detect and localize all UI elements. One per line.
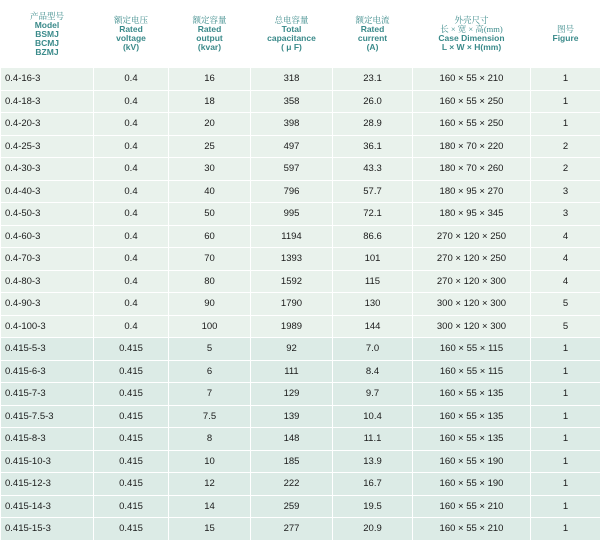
- current-cell: 8.4: [333, 360, 413, 383]
- output-cell: 20: [169, 113, 251, 136]
- table-row: [1, 135, 600, 158]
- output-cell: 8: [169, 428, 251, 451]
- model-cell: 0.4-30-3: [1, 158, 94, 181]
- dimension-cell: 160 × 55 × 250: [413, 113, 531, 136]
- capacitance-cell: 796: [251, 180, 333, 203]
- dimension-cell: 180 × 70 × 260: [413, 158, 531, 181]
- output-cell: 50: [169, 203, 251, 226]
- output-cell: 7: [169, 383, 251, 406]
- output-cell: 70: [169, 248, 251, 271]
- output-cell: 7.5: [169, 405, 251, 428]
- table-row: [1, 428, 600, 451]
- header-dimension: 外壳尺寸 长 × 宽 × 高(mm) Case Dimension L × W × H(mm): [413, 1, 531, 68]
- dimension-cell: 160 × 55 × 115: [413, 360, 531, 383]
- voltage-cell: 0.4: [94, 158, 169, 181]
- table-row: [1, 405, 600, 428]
- dimension-cell: 160 × 55 × 115: [413, 338, 531, 361]
- model-cell: 0.4-90-3: [1, 293, 94, 316]
- voltage-cell: 0.4: [94, 68, 169, 91]
- output-cell: 6: [169, 360, 251, 383]
- current-cell: 115: [333, 270, 413, 293]
- output-cell: 10: [169, 450, 251, 473]
- model-cell: 0.415-6-3: [1, 360, 94, 383]
- capacitance-cell: 1989: [251, 315, 333, 338]
- model-cell: 0.415-14-3: [1, 495, 94, 518]
- voltage-cell: 0.4: [94, 225, 169, 248]
- output-cell: 18: [169, 90, 251, 113]
- capacitance-cell: 497: [251, 135, 333, 158]
- output-cell: 30: [169, 158, 251, 181]
- capacitance-cell: 129: [251, 383, 333, 406]
- voltage-cell: 0.4: [94, 315, 169, 338]
- output-cell: 14: [169, 495, 251, 518]
- header-voltage: 额定电压 Rated voltage (kV): [94, 1, 169, 68]
- figure-cell: 5: [531, 293, 600, 316]
- capacitance-cell: 1393: [251, 248, 333, 271]
- current-cell: 43.3: [333, 158, 413, 181]
- table-row: [1, 495, 600, 518]
- figure-cell: 1: [531, 90, 600, 113]
- current-cell: 20.9: [333, 518, 413, 541]
- dimension-cell: 160 × 55 × 190: [413, 473, 531, 496]
- voltage-cell: 0.415: [94, 473, 169, 496]
- model-cell: 0.415-5-3: [1, 338, 94, 361]
- table-row: [1, 338, 600, 361]
- output-cell: 60: [169, 225, 251, 248]
- model-cell: 0.415-7.5-3: [1, 405, 94, 428]
- current-cell: 57.7: [333, 180, 413, 203]
- capacitance-cell: 139: [251, 405, 333, 428]
- table-row: [1, 518, 600, 541]
- figure-cell: 2: [531, 135, 600, 158]
- table-row: [1, 293, 600, 316]
- table-row: [1, 315, 600, 338]
- voltage-cell: 0.415: [94, 428, 169, 451]
- capacitance-cell: 1194: [251, 225, 333, 248]
- voltage-cell: 0.4: [94, 270, 169, 293]
- table-row: [1, 203, 600, 226]
- current-cell: 9.7: [333, 383, 413, 406]
- dimension-cell: 270 × 120 × 250: [413, 225, 531, 248]
- figure-cell: 1: [531, 68, 600, 91]
- figure-cell: 3: [531, 180, 600, 203]
- figure-cell: 1: [531, 113, 600, 136]
- figure-cell: 1: [531, 383, 600, 406]
- header-model: 产品型号 Model BSMJ BCMJ BZMJ: [1, 1, 94, 68]
- output-cell: 12: [169, 473, 251, 496]
- table-row: [1, 248, 600, 271]
- current-cell: 23.1: [333, 68, 413, 91]
- current-cell: 101: [333, 248, 413, 271]
- voltage-cell: 0.415: [94, 450, 169, 473]
- current-cell: 72.1: [333, 203, 413, 226]
- figure-cell: 5: [531, 315, 600, 338]
- model-cell: 0.4-16-3: [1, 68, 94, 91]
- figure-cell: 3: [531, 203, 600, 226]
- current-cell: 13.9: [333, 450, 413, 473]
- capacitance-cell: 995: [251, 203, 333, 226]
- voltage-cell: 0.415: [94, 518, 169, 541]
- dimension-cell: 270 × 120 × 250: [413, 248, 531, 271]
- current-cell: 130: [333, 293, 413, 316]
- dimension-cell: 160 × 55 × 135: [413, 405, 531, 428]
- capacitance-cell: 259: [251, 495, 333, 518]
- current-cell: 28.9: [333, 113, 413, 136]
- voltage-cell: 0.415: [94, 338, 169, 361]
- table-row: [1, 180, 600, 203]
- current-cell: 10.4: [333, 405, 413, 428]
- current-cell: 26.0: [333, 90, 413, 113]
- model-cell: 0.4-50-3: [1, 203, 94, 226]
- figure-cell: 1: [531, 450, 600, 473]
- dimension-cell: 160 × 55 × 210: [413, 68, 531, 91]
- table-row: [1, 450, 600, 473]
- table-row: [1, 90, 600, 113]
- current-cell: 7.0: [333, 338, 413, 361]
- table-row: [1, 225, 600, 248]
- current-cell: 16.7: [333, 473, 413, 496]
- model-cell: 0.4-70-3: [1, 248, 94, 271]
- figure-cell: 1: [531, 495, 600, 518]
- model-cell: 0.415-12-3: [1, 473, 94, 496]
- current-cell: 144: [333, 315, 413, 338]
- output-cell: 16: [169, 68, 251, 91]
- dimension-cell: 160 × 55 × 135: [413, 383, 531, 406]
- current-cell: 36.1: [333, 135, 413, 158]
- model-cell: 0.415-7-3: [1, 383, 94, 406]
- header-current: 额定电流 Rated current (A): [333, 1, 413, 68]
- output-cell: 25: [169, 135, 251, 158]
- model-cell: 0.4-80-3: [1, 270, 94, 293]
- header-row: [1, 1, 600, 68]
- figure-cell: 2: [531, 158, 600, 181]
- figure-cell: 1: [531, 428, 600, 451]
- dimension-cell: 160 × 55 × 190: [413, 450, 531, 473]
- dimension-cell: 300 × 120 × 300: [413, 293, 531, 316]
- header-capacitance: 总电容量 Total capacitance ( μ F): [251, 1, 333, 68]
- dimension-cell: 180 × 95 × 270: [413, 180, 531, 203]
- capacitance-cell: 358: [251, 90, 333, 113]
- table-row: [1, 383, 600, 406]
- model-cell: 0.4-25-3: [1, 135, 94, 158]
- capacitance-cell: 1592: [251, 270, 333, 293]
- dimension-cell: 270 × 120 × 300: [413, 270, 531, 293]
- capacitance-cell: 1790: [251, 293, 333, 316]
- capacitance-cell: 92: [251, 338, 333, 361]
- figure-cell: 4: [531, 270, 600, 293]
- dimension-cell: 160 × 55 × 250: [413, 90, 531, 113]
- table-row: [1, 113, 600, 136]
- output-cell: 5: [169, 338, 251, 361]
- model-cell: 0.4-100-3: [1, 315, 94, 338]
- output-cell: 40: [169, 180, 251, 203]
- figure-cell: 1: [531, 473, 600, 496]
- capacitance-cell: 148: [251, 428, 333, 451]
- model-cell: 0.4-18-3: [1, 90, 94, 113]
- model-cell: 0.4-20-3: [1, 113, 94, 136]
- model-cell: 0.415-8-3: [1, 428, 94, 451]
- capacitance-cell: 398: [251, 113, 333, 136]
- voltage-cell: 0.4: [94, 135, 169, 158]
- voltage-cell: 0.4: [94, 248, 169, 271]
- voltage-cell: 0.4: [94, 293, 169, 316]
- dimension-cell: 160 × 55 × 210: [413, 495, 531, 518]
- voltage-cell: 0.415: [94, 383, 169, 406]
- voltage-cell: 0.4: [94, 203, 169, 226]
- output-cell: 80: [169, 270, 251, 293]
- figure-cell: 1: [531, 405, 600, 428]
- output-cell: 90: [169, 293, 251, 316]
- output-cell: 15: [169, 518, 251, 541]
- capacitance-cell: 111: [251, 360, 333, 383]
- model-cell: 0.4-40-3: [1, 180, 94, 203]
- table-row: [1, 270, 600, 293]
- header-output: 额定容量 Rated output (kvar): [169, 1, 251, 68]
- output-cell: 100: [169, 315, 251, 338]
- figure-cell: 1: [531, 360, 600, 383]
- dimension-cell: 300 × 120 × 300: [413, 315, 531, 338]
- table-row: [1, 360, 600, 383]
- current-cell: 11.1: [333, 428, 413, 451]
- figure-cell: 4: [531, 225, 600, 248]
- model-cell: 0.4-60-3: [1, 225, 94, 248]
- model-cell: 0.415-10-3: [1, 450, 94, 473]
- voltage-cell: 0.4: [94, 90, 169, 113]
- voltage-cell: 0.415: [94, 360, 169, 383]
- table-row: [1, 473, 600, 496]
- current-cell: 19.5: [333, 495, 413, 518]
- dimension-cell: 160 × 55 × 210: [413, 518, 531, 541]
- dimension-cell: 180 × 70 × 220: [413, 135, 531, 158]
- table-row: [1, 158, 600, 181]
- current-cell: 86.6: [333, 225, 413, 248]
- voltage-cell: 0.415: [94, 495, 169, 518]
- capacitance-cell: 597: [251, 158, 333, 181]
- capacitance-cell: 277: [251, 518, 333, 541]
- figure-cell: 1: [531, 518, 600, 541]
- voltage-cell: 0.415: [94, 405, 169, 428]
- figure-cell: 4: [531, 248, 600, 271]
- voltage-cell: 0.4: [94, 113, 169, 136]
- capacitance-cell: 185: [251, 450, 333, 473]
- figure-cell: 1: [531, 338, 600, 361]
- capacitance-cell: 222: [251, 473, 333, 496]
- capacitance-cell: 318: [251, 68, 333, 91]
- header-figure: 图号 Figure: [531, 1, 600, 68]
- table-row: [1, 68, 600, 91]
- model-cell: 0.415-15-3: [1, 518, 94, 541]
- dimension-cell: 180 × 95 × 345: [413, 203, 531, 226]
- dimension-cell: 160 × 55 × 135: [413, 428, 531, 451]
- voltage-cell: 0.4: [94, 180, 169, 203]
